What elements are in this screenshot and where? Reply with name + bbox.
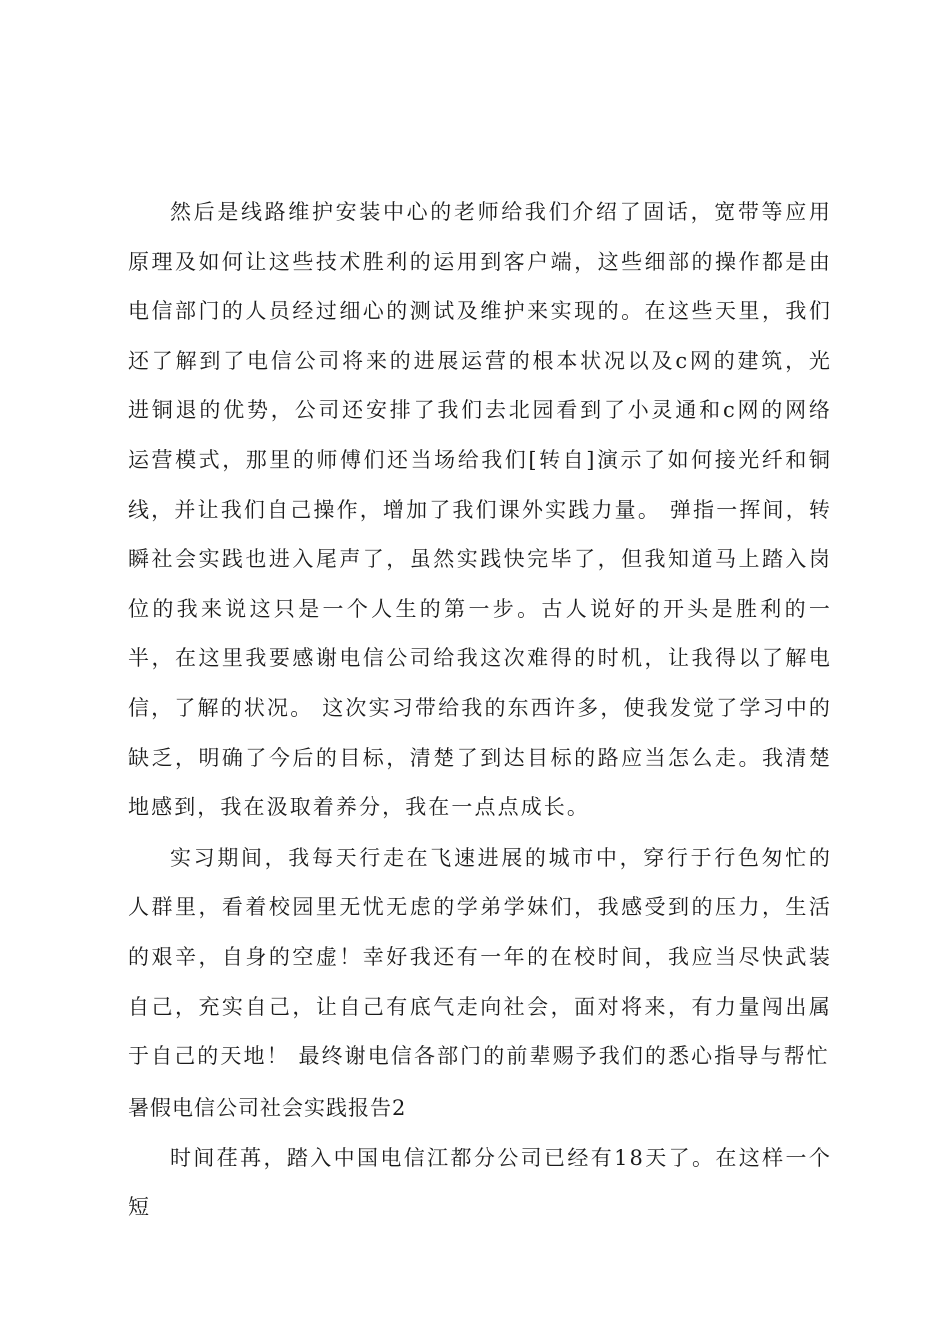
section-heading: 暑假电信公司社会实践报告2 xyxy=(128,1095,407,1120)
body-paragraph-3: 时间荏苒，踏入中国电信江都分公司已经有18天了。在这样一个短 xyxy=(128,1145,832,1220)
body-paragraph-1: 然后是线路维护安装中心的老师给我们介绍了固话，宽带等应用原理及如何让这些技术胜利的运用到客户端，这些细部的操作都是由电信部门的人员经过细心的测试及维护来实现的。在这些天里，我们还了解到了电信公司将来的进展运营的根本状况以及c网的建筑，光进铜退的优势，公司还安排了我们去北园看到了小灵通和c网的网络运营模式，那里的师傅们还当场给我们[转自]演示了如何接光纤和铜线，并让我们自己操作，增加了我们课外实践力量。 弹指一挥间，转瞬社会实践也进入尾声了，虽然实践快完毕了，但我知道马上踏入岗位的我来说这只是一个人生的第一步。古人说好的开头是胜利的一半，在这里我要感谢电信公司给我这次难得的时机，让我得以了解电信，了解的状况。 这次实习带给我的东西许多，使我发觉了学习中的缺乏，明确了今后的目标，清楚了到达目标的路应当怎么走。我清楚地感到，我在汲取着养分，我在一点点成长。 xyxy=(128,200,832,820)
body-paragraph-2: 实习期间，我每天行走在飞速进展的城市中，穿行于行色匆忙的人群里，看着校园里无忧无虑的学弟学妹们，我感受到的压力，生活的艰辛，自身的空虚！幸好我还有一年的在校时间，我应当尽快武装自己，充实自己，让自己有底气走向社会，面对将来，有力量闯出属于自己的天地！ 最终谢电信各部门的前辈赐予我们的悉心指导与帮忙 xyxy=(128,845,832,1069)
document-body xyxy=(128,188,832,1233)
